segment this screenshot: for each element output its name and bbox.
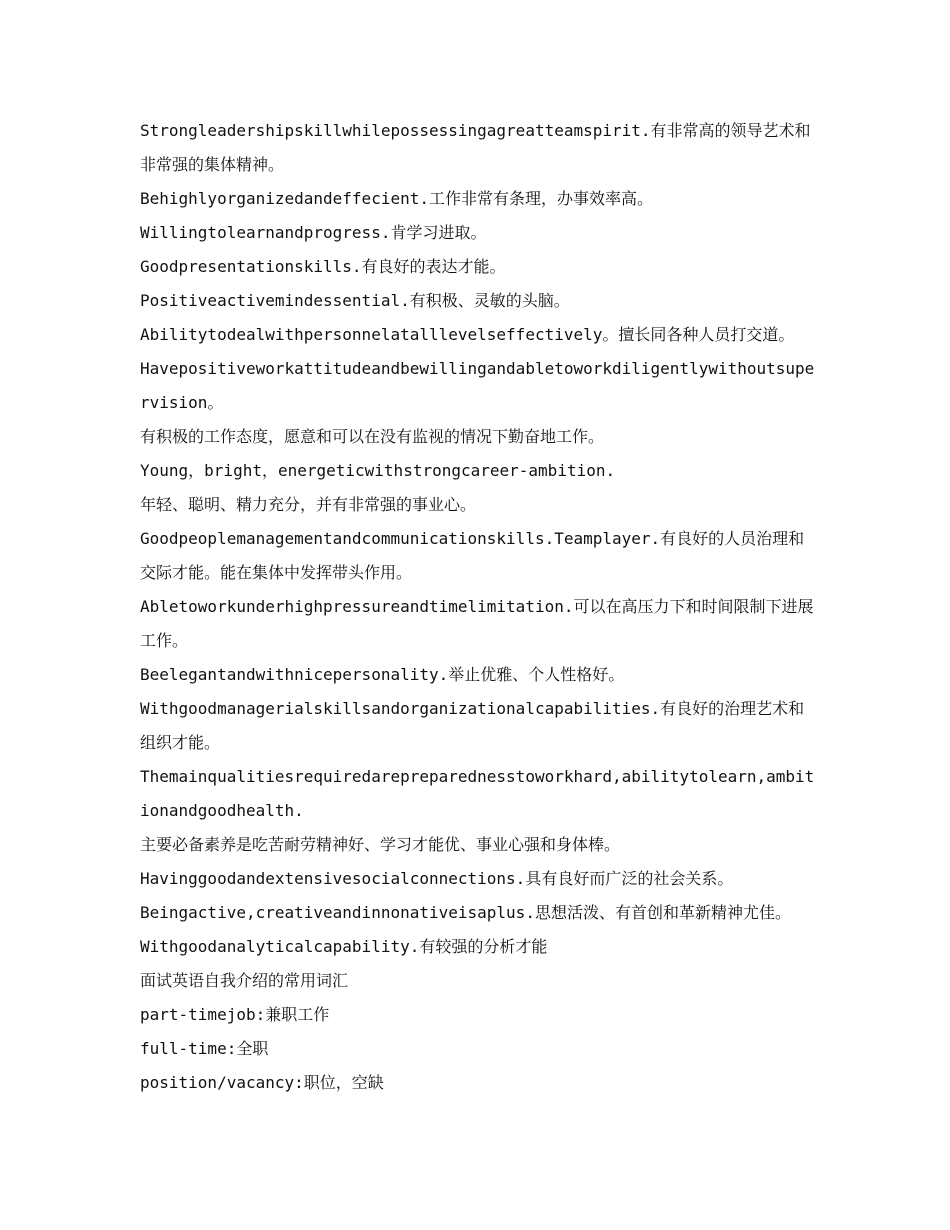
text-line: Havepositiveworkattitudeandbewillingandabletoworkdiligentlywithoutsupervision。 (140, 359, 815, 412)
text-line: Goodpresentationskills.有良好的表达才能。 (140, 257, 506, 276)
text-line: Havinggoodandextensivesocialconnections.具有良好而广泛的社会关系。 (140, 869, 734, 888)
text-line: Positiveactivemindessential.有积极、灵敏的头脑。 (140, 291, 570, 310)
text-line: Young，bright，energeticwithstrongcareer-ambition. (140, 461, 616, 480)
text-line: Beelegantandwithnicepersonality.举止优雅、个人性格好。 (140, 665, 625, 684)
text-line: Willingtolearnandprogress.肯学习进取。 (140, 223, 487, 242)
vocabulary-item: full-time:全职 (140, 1039, 269, 1058)
text-line: Withgoodanalyticalcapability.有较强的分析才能 (140, 937, 548, 956)
text-line: 主要必备素养是吃苦耐劳精神好、学习才能优、事业心强和身体棒。 (140, 835, 621, 854)
text-line: Withgoodmanagerialskillsandorganizationalcapabilities.有良好的治理艺术和组织才能。 (140, 699, 805, 752)
text-line: Strongleadershipskillwhilepossessingagreatteamspirit.有非常高的领导艺术和非常强的集体精神。 (140, 121, 811, 174)
text-line: Beingactive,creativeandinnonativeisaplus.思想活泼、有首创和革新精神尤佳。 (140, 903, 791, 922)
document-body (140, 114, 816, 1100)
text-line: Themainqualitiesrequiredarepreparednesstoworkhard,abilitytolearn,ambitionandgoodhealth. (140, 767, 815, 820)
text-line: 有积极的工作态度，愿意和可以在没有监视的情况下勤奋地工作。 (140, 427, 605, 446)
text-line: Abilitytodealwithpersonnelatalllevelseffectively。擅长同各种人员打交道。 (140, 325, 795, 344)
text-line: Abletoworkunderhighpressureandtimelimitation.可以在高压力下和时间限制下进展工作。 (140, 597, 814, 650)
section-heading: 面试英语自我介绍的常用词汇 (140, 971, 349, 990)
text-line: 年轻、聪明、精力充分，并有非常强的事业心。 (140, 495, 477, 514)
text-line: Goodpeoplemanagementandcommunicationskills.Teamplayer.有良好的人员治理和交际才能。能在集体中发挥带头作用。 (140, 529, 805, 582)
text-line: Behighlyorganizedandeffecient.工作非常有条理，办事效率高。 (140, 189, 653, 208)
vocabulary-item: part-timejob:兼职工作 (140, 1005, 330, 1024)
vocabulary-item: position/vacancy:职位，空缺 (140, 1073, 384, 1092)
